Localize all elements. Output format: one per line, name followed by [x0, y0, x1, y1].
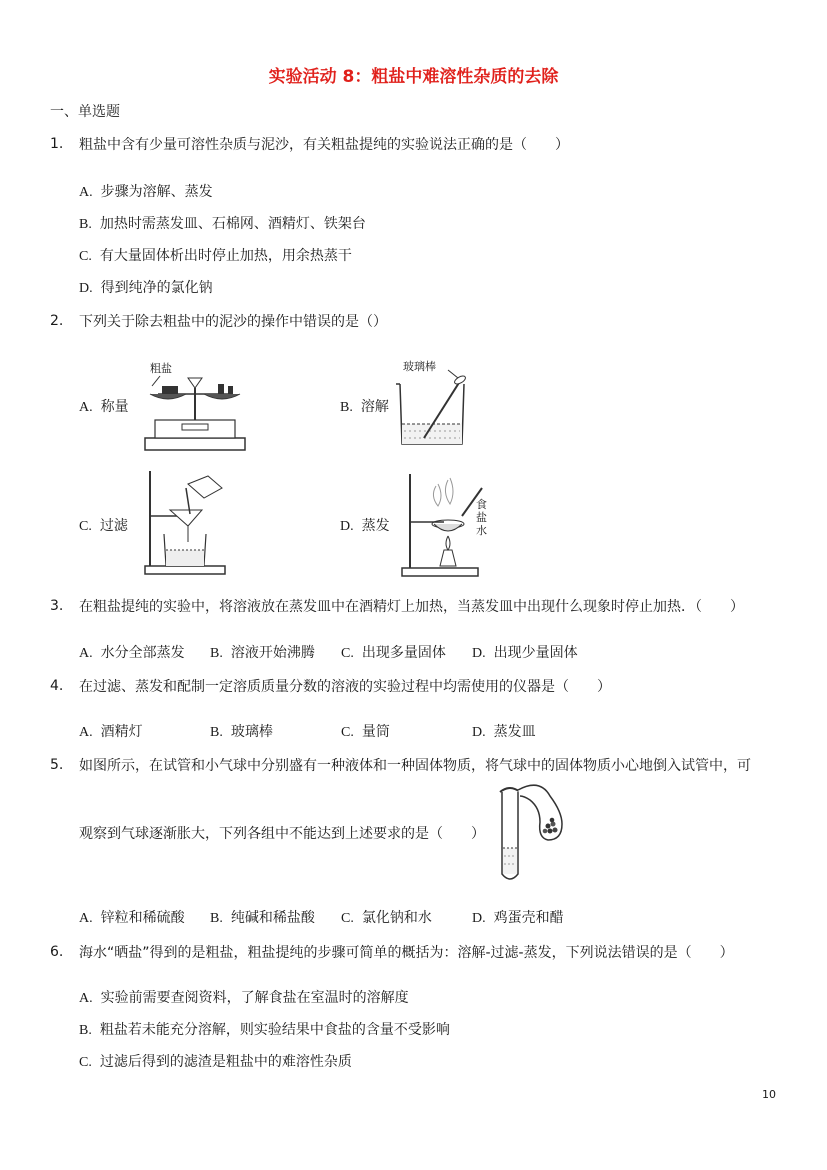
option-text: 氯化钠和水: [361, 910, 432, 926]
option-label: B.: [340, 400, 353, 415]
question-number: 1.: [50, 136, 64, 152]
option-text: 鸡蛋壳和醋: [493, 910, 564, 926]
option-a: [79, 987, 409, 1007]
question-text: 在过滤、蒸发和配制一定溶质质量分数的溶液的实验过程中均需使用的仪器是（ ）: [79, 679, 611, 695]
option-text: 称量: [100, 399, 129, 415]
option-d: [79, 277, 213, 297]
option-label: B.: [79, 217, 92, 232]
option-text: 溶解: [360, 399, 389, 415]
page-number: 10: [762, 1088, 776, 1101]
option-label: A.: [79, 991, 93, 1006]
question-text: 在粗盐提纯的实验中，将溶液放在蒸发皿中在酒精灯上加热，当蒸发皿中出现什么现象时停止加热．（ ）: [79, 599, 744, 615]
option-text: 酒精灯: [100, 724, 143, 740]
figure-label: 粗盐: [150, 362, 172, 375]
option-c: [341, 907, 432, 927]
option-a: [79, 181, 213, 201]
option-b: [340, 396, 389, 416]
option-d: [472, 907, 564, 927]
option-text: 出现多量固体: [361, 645, 446, 661]
option-text: 加热时需蒸发皿、石棉网、酒精灯、铁架台: [99, 216, 366, 232]
option-label: A.: [79, 646, 93, 661]
option-text: 蒸发: [361, 518, 390, 534]
question-number: 3.: [50, 598, 64, 614]
option-text: 量筒: [361, 724, 390, 740]
option-text: 锌粒和稀硫酸: [100, 910, 185, 926]
option-label: C.: [341, 725, 354, 740]
question-number: 5.: [50, 757, 64, 773]
option-label: D.: [79, 281, 93, 296]
option-text: 蒸发皿: [493, 724, 536, 740]
option-label: B.: [210, 911, 223, 926]
option-d: [472, 721, 536, 741]
option-label: A.: [79, 400, 93, 415]
option-b: [79, 213, 366, 233]
option-label: C.: [79, 1055, 92, 1070]
option-label: A.: [79, 185, 93, 200]
page-title: 实验活动 8：粗盐中难溶性杂质的去除: [268, 67, 559, 87]
question-text: 下列关于除去粗盐中的泥沙的操作中错误的是（）: [79, 314, 387, 330]
question-text-continued: 观察到气球逐渐胀大，下列各组中不能达到上述要求的是（ ）: [79, 826, 485, 842]
question-text: 如图所示，在试管和小气球中分别盛有一种液体和一种固体物质，将气球中的固体物质小心地倒入试管中，可: [79, 758, 751, 774]
option-a: [79, 721, 143, 741]
question-text: 粗盐中含有少量可溶性杂质与泥沙，有关粗盐提纯的实验说法正确的是（ ）: [79, 137, 569, 153]
option-text: 实验前需要查阅资料，了解食盐在室温时的溶解度: [100, 990, 409, 1006]
option-text: 有大量固体析出时停止加热，用余热蒸干: [99, 248, 352, 264]
option-c: [79, 515, 128, 535]
option-text: 步骤为溶解、蒸发: [100, 184, 213, 200]
option-b: [210, 642, 315, 662]
option-a: [79, 907, 185, 927]
question-number: 4.: [50, 678, 64, 694]
option-c: [79, 1051, 352, 1071]
option-label: D.: [472, 725, 486, 740]
option-b: [210, 721, 273, 741]
option-b: [79, 1019, 450, 1039]
question-number: 6.: [50, 944, 64, 960]
option-text: 水分全部蒸发: [100, 645, 185, 661]
option-label: D.: [472, 646, 486, 661]
option-d: [472, 642, 578, 662]
option-label: B.: [79, 1023, 92, 1038]
option-label: C.: [341, 911, 354, 926]
question-text: 海水“晒盐”得到的是粗盐，粗盐提纯的步骤可简单的概括为：溶解-过滤-蒸发，下列说法错误的是（ ）: [79, 945, 734, 961]
option-text: 纯碱和稀盐酸: [230, 910, 315, 926]
option-label: C.: [341, 646, 354, 661]
test-tube-balloon-figure: [490, 782, 580, 888]
option-b: [210, 907, 315, 927]
option-c: [341, 642, 446, 662]
option-text: 过滤: [99, 518, 128, 534]
option-label: D.: [340, 519, 354, 534]
option-d: [340, 515, 390, 535]
option-c: [341, 721, 390, 741]
option-label: A.: [79, 725, 93, 740]
section-heading: 一、单选题: [50, 104, 120, 120]
option-text: 出现少量固体: [493, 645, 578, 661]
option-label: B.: [210, 725, 223, 740]
option-label: D.: [472, 911, 486, 926]
option-a: [79, 642, 185, 662]
option-label: A.: [79, 911, 93, 926]
option-text: 粗盐若未能充分溶解，则实验结果中食盐的含量不受影响: [99, 1022, 450, 1038]
option-text: 玻璃棒: [230, 724, 273, 740]
option-label: B.: [210, 646, 223, 661]
option-text: 过滤后得到的滤渣是粗盐中的难溶性杂质: [99, 1054, 352, 1070]
option-label: C.: [79, 519, 92, 534]
option-text: 溶液开始沸腾: [230, 645, 315, 661]
option-a: [79, 396, 129, 416]
option-c: [79, 245, 352, 265]
filtration-figure: [140, 466, 250, 576]
question-number: 2.: [50, 313, 64, 329]
figure-label: 玻璃棒: [403, 360, 436, 373]
option-text: 得到纯净的氯化钠: [100, 280, 213, 296]
option-label: C.: [79, 249, 92, 264]
figure-label: 食盐水: [476, 498, 487, 537]
